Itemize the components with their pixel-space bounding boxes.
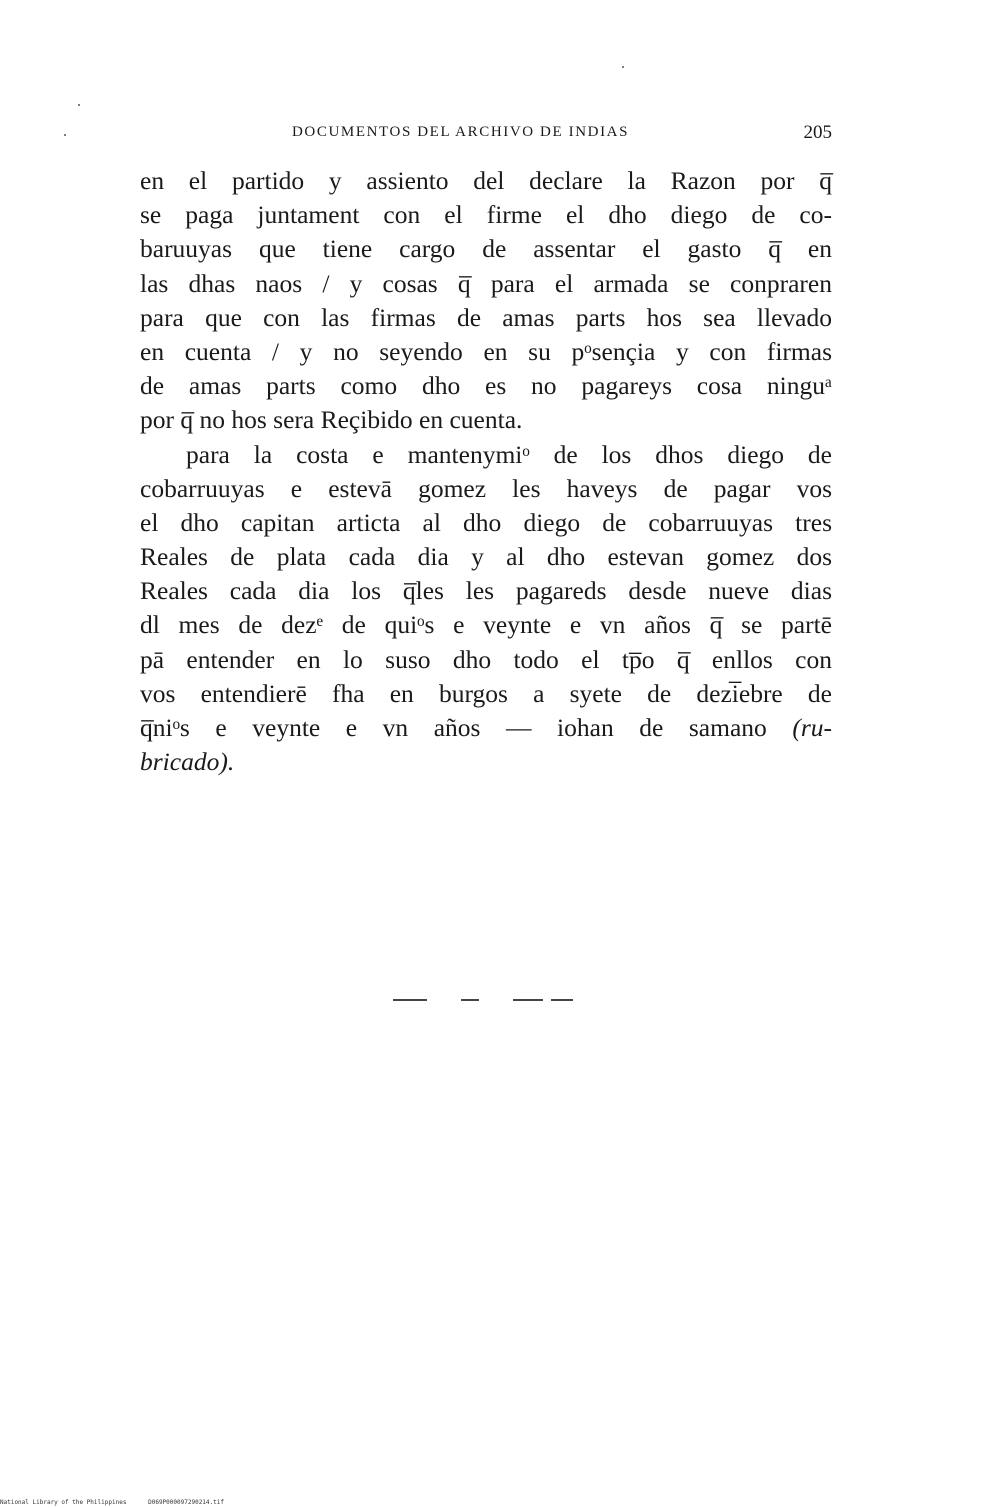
rule-dash: [461, 999, 479, 1001]
scan-speck: [622, 66, 624, 68]
text-line: [140, 711, 832, 745]
text-line-content: q̅niᵒs e veynte e vn años — iohan de samano: [140, 713, 767, 742]
running-title: DOCUMENTOS DEL ARCHIVO DE INDIAS: [292, 124, 630, 140]
footer-library: National Library of the Philippines: [0, 1499, 127, 1506]
text-line: baruuyas que tiene cargo de assentar el gasto q̅ en: [140, 234, 832, 264]
text-line: para que con las firmas de amas parts hos sea llevado: [140, 302, 832, 332]
text-line: Reales cada dia los q̅les les pagareds desde nueve dias: [140, 576, 832, 606]
scan-speck: [64, 134, 66, 136]
rule-dash: [551, 999, 573, 1001]
text-line: en cuenta / y no seyendo en su pᵒsençia y con firmas: [140, 336, 832, 366]
text-line: de amas parts como dho es no pagareys cosa ninguᵃ: [140, 371, 832, 401]
text-line: cobarruuyas e estevā gomez les haveys de pagar vos: [140, 473, 832, 503]
text-line: dl mes de dezᵉ de quiᵒs e veynte e vn años q̅ se partē: [140, 610, 832, 640]
section-end-rule: [393, 999, 573, 1003]
rubricado-note-start: (ru-: [792, 713, 833, 742]
text-line: las dhas naos / y cosas q̅ para el armada se conpraren: [140, 268, 832, 298]
text-line: vos entendierē fha en burgos a syete de dezi̅ebre de: [140, 678, 832, 708]
footer-file-id: D069P000097290214.tif: [148, 1499, 224, 1506]
text-line: el dho capitan articta al dho diego de cobarruuyas tres: [140, 507, 832, 537]
scan-footer: [0, 1499, 224, 1506]
text-line: en el partido y assiento del declare la Razon por q̅: [140, 166, 832, 195]
scan-speck: [78, 104, 80, 106]
text-line: se paga juntament con el firme el dho diego de co-: [140, 200, 832, 230]
text-line: por q̅ no hos sera Reçibido en cuenta.: [140, 405, 523, 435]
text-line: para la costa e mantenymiᵒ de los dhos diego de: [186, 439, 832, 469]
running-head: [140, 124, 832, 146]
rule-dash: [513, 999, 543, 1001]
page-number: 205: [803, 122, 832, 143]
body-text: [140, 164, 832, 779]
text-line: Reales de plata cada dia y al dho estevan gomez dos: [140, 542, 832, 572]
rubricado-note-end: bricado).: [140, 747, 235, 777]
text-line: pā entender en lo suso dho todo el tp̅o q̅ enllos con: [140, 644, 832, 674]
rule-dash: [393, 999, 427, 1001]
